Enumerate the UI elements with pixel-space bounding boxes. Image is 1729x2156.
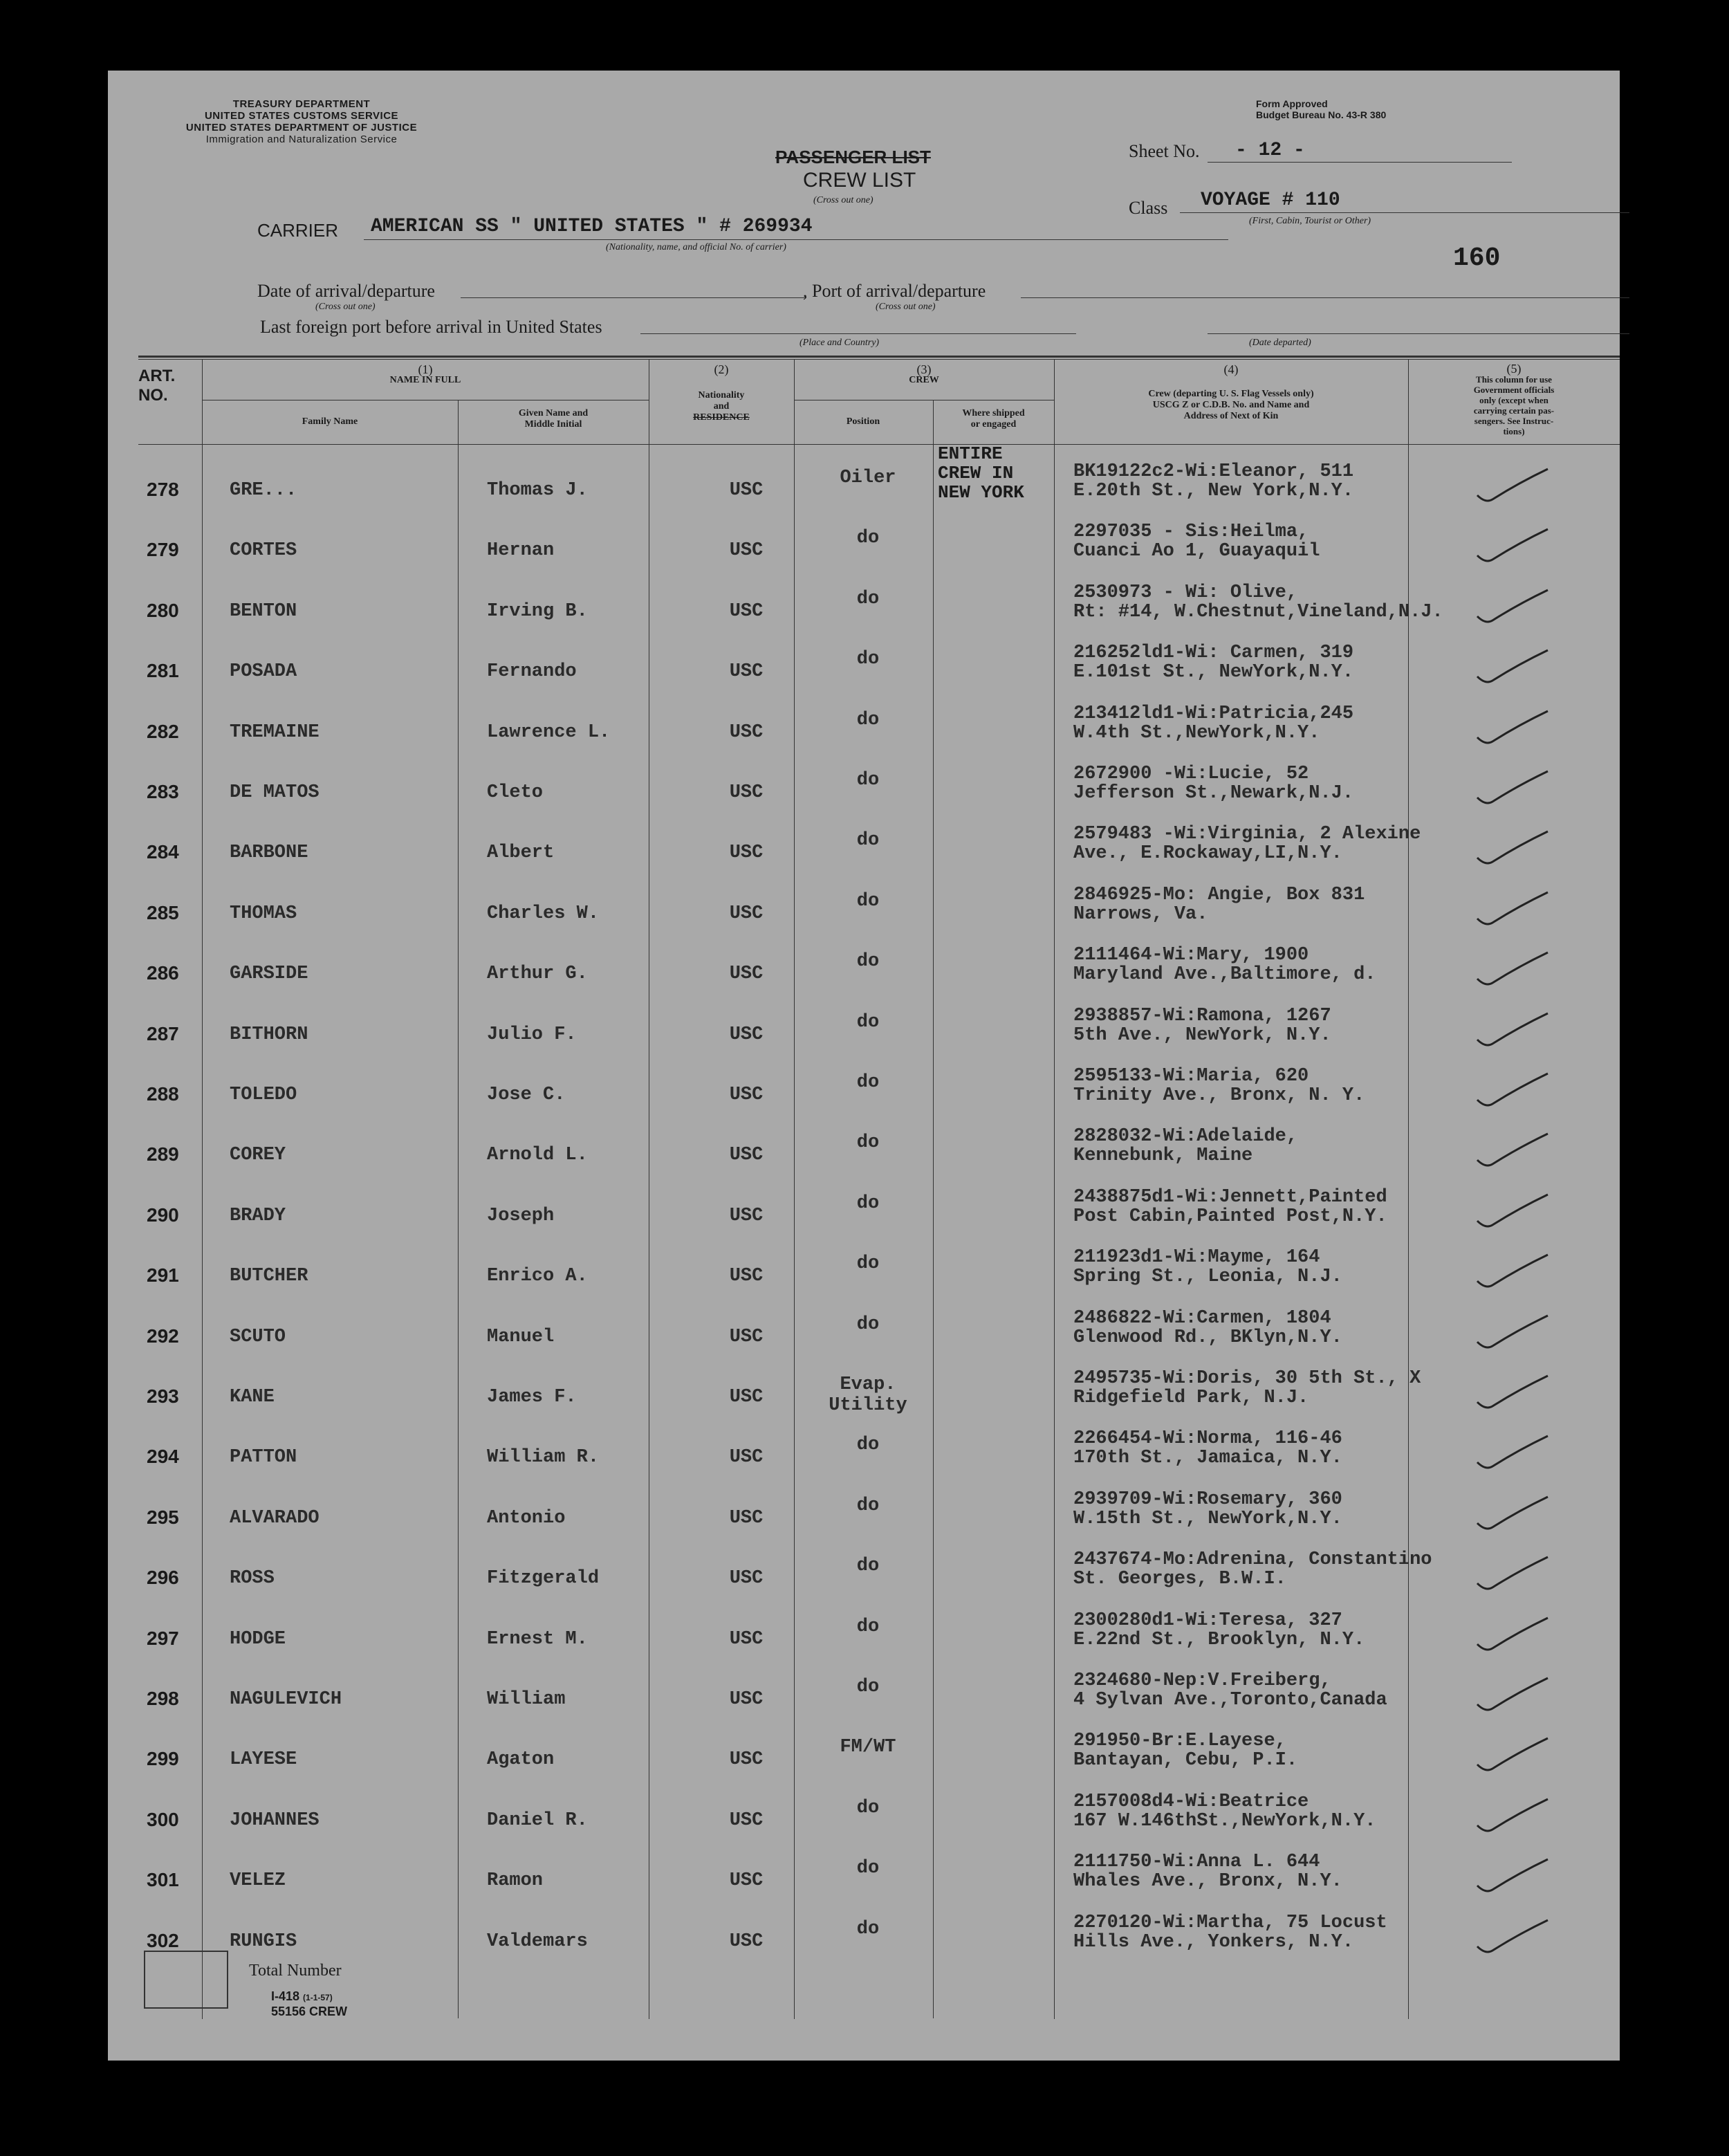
nationality: USC	[729, 1507, 764, 1529]
check-mark-icon	[1470, 767, 1553, 809]
nationality: USC	[729, 1024, 764, 1045]
next-of-kin-address: 2579483 -Wi:Virginia, 2 Alexine Ave., E.Rockaway,LI,N.Y.	[1073, 824, 1421, 865]
form-id-number: I-418	[271, 1989, 300, 2003]
next-of-kin-address: 2300280d1-Wi:Teresa, 327 E.22nd St., Brooklyn, N.Y.	[1073, 1610, 1365, 1650]
art-number: 302	[147, 1929, 179, 1951]
art-no-header	[138, 367, 201, 405]
art-number: 290	[147, 1204, 179, 1226]
form-approved-line: Form Approved	[1256, 98, 1328, 109]
col5-line: only (except when	[1479, 395, 1548, 405]
total-number-label: Total Number	[249, 1962, 342, 1980]
nationality: USC	[729, 782, 764, 803]
position-header: Position	[846, 416, 880, 427]
crew-header: CREW	[909, 375, 939, 385]
position: do	[856, 588, 880, 609]
nationality: USC	[729, 480, 764, 501]
col4-line: Address of Next of Kin	[1183, 411, 1279, 421]
col5-line: carrying certain pas-	[1473, 405, 1555, 416]
nationality: USC	[729, 1749, 764, 1771]
position: Oiler	[840, 468, 896, 488]
next-of-kin-address: 2672900 -Wi:Lucie, 52 Jefferson St.,Newark,N.J.	[1073, 764, 1354, 804]
date-departed-note: (Date departed)	[1249, 338, 1311, 348]
family-name: PATTON	[230, 1447, 297, 1468]
table-row	[108, 1664, 1620, 1725]
family-name: TREMAINE	[230, 721, 320, 743]
check-mark-icon	[1470, 948, 1553, 990]
form-date: (1-1-57)	[303, 1993, 333, 2002]
check-mark-icon	[1470, 1432, 1553, 1473]
given-name: Enrico A.	[487, 1266, 588, 1287]
art-number: 291	[147, 1264, 179, 1287]
next-of-kin-address: 2530973 - Wi: Olive, Rt: #14, W.Chestnut,Vineland,N.J.	[1073, 582, 1443, 623]
check-mark-icon	[1470, 525, 1553, 566]
col4-header	[1054, 364, 1408, 422]
family-name: SCUTO	[230, 1326, 286, 1347]
next-of-kin-address: 2324680-Nep:V.Freiberg, 4 Sylvan Ave.,Toronto,Canada	[1073, 1670, 1387, 1711]
next-of-kin-address: 213412ld1-Wi:Patricia,245 W.4th St.,NewYork,N.Y.	[1073, 703, 1354, 744]
position: do	[856, 1072, 880, 1093]
family-name: BRADY	[230, 1205, 286, 1226]
table-row	[108, 1060, 1620, 1121]
next-of-kin-address: 2111750-Wi:Anna L. 644 Whales Ave., Bronx, N.Y.	[1073, 1852, 1342, 1892]
nationality: USC	[729, 1568, 764, 1590]
check-mark-icon	[1470, 827, 1553, 869]
given-name: Daniel R.	[487, 1809, 588, 1831]
agency-line: UNITED STATES CUSTOMS SERVICE	[204, 110, 399, 122]
given-name: Fernando	[487, 661, 577, 683]
next-of-kin-address: 2828032-Wi:Adelaide, Kennebunk, Maine	[1073, 1126, 1298, 1167]
table-row	[108, 999, 1620, 1060]
family-name: RUNGIS	[230, 1931, 297, 1952]
col5-line: sengers. See Instruc-	[1474, 416, 1554, 426]
agency-line: TREASURY DEPARTMENT	[232, 98, 371, 110]
nationality: USC	[729, 1870, 764, 1892]
agency-line: UNITED STATES DEPARTMENT OF JUSTICE	[185, 122, 418, 133]
given-name: Agaton	[487, 1749, 555, 1771]
check-mark-icon	[1470, 465, 1553, 506]
agency-line: Immigration and Naturalization Service	[205, 133, 398, 145]
position: do	[856, 1858, 880, 1879]
next-of-kin-address: 2495735-Wi:Doris, 30 5th St., X Ridgefield Park, N.J.	[1073, 1368, 1421, 1408]
art-number: 279	[147, 539, 179, 561]
check-mark-icon	[1470, 888, 1553, 930]
nationality: USC	[729, 540, 764, 562]
family-name: THOMAS	[230, 903, 297, 924]
position: do	[856, 830, 880, 851]
family-name: BITHORN	[230, 1024, 308, 1045]
given-name: Manuel	[487, 1326, 555, 1347]
family-name: ROSS	[230, 1568, 275, 1590]
given-name: Arthur G.	[487, 964, 588, 985]
table-row	[108, 1543, 1620, 1604]
given-name: Irving B.	[487, 600, 588, 622]
art-number: 294	[147, 1446, 179, 1468]
nationality-line: Nationality	[698, 390, 745, 400]
table-row	[108, 1906, 1620, 1967]
class-value: VOYAGE # 110	[1201, 190, 1340, 211]
check-mark-icon	[1470, 1009, 1553, 1051]
next-of-kin-address: 2297035 - Sis:Heilma, Cuanci Ao 1, Guayaquil	[1073, 522, 1320, 562]
title-note: (Cross out one)	[813, 195, 873, 205]
col5-line: This column for use	[1476, 374, 1552, 385]
col3-header	[794, 364, 1054, 386]
table-row	[108, 1845, 1620, 1906]
given-name: Jose C.	[487, 1085, 566, 1105]
family-name: GRE...	[230, 480, 297, 501]
nationality: USC	[729, 842, 764, 864]
family-name: JOHANNES	[230, 1809, 320, 1831]
nationality: USC	[729, 1447, 764, 1468]
family-name: VELEZ	[230, 1870, 286, 1892]
art-number: 283	[147, 781, 179, 802]
where-shipped-line: NEW YORK	[938, 482, 1024, 503]
art-number: 281	[147, 660, 179, 682]
family-name: CORTES	[230, 540, 297, 562]
position: Evap. Utility	[829, 1374, 907, 1416]
position: do	[856, 1253, 880, 1275]
or-engaged-line: or engaged	[970, 419, 1017, 430]
position: do	[856, 649, 880, 670]
next-of-kin-address: 2486822-Wi:Carmen, 1804 Glenwood Rd., BKlyn,N.Y.	[1073, 1307, 1342, 1348]
check-mark-icon	[1470, 1855, 1553, 1897]
table-row	[108, 939, 1620, 999]
given-name: Ernest M.	[487, 1628, 588, 1650]
check-mark-icon	[1470, 1069, 1553, 1111]
given-name: Hernan	[487, 540, 555, 562]
check-mark-icon	[1470, 586, 1553, 627]
family-name: NAGULEVICH	[230, 1689, 342, 1710]
col4-line: Crew (departing U. S. Flag Vessels only)	[1148, 389, 1314, 399]
family-name: DE MATOS	[230, 782, 320, 803]
place-note: (Place and Country)	[799, 338, 880, 348]
nationality: USC	[729, 1689, 764, 1710]
family-name: HODGE	[230, 1628, 286, 1650]
agency-block	[149, 98, 454, 145]
family-name: ALVARADO	[230, 1507, 320, 1529]
where-shipped-header	[933, 408, 1054, 430]
position: do	[856, 1677, 880, 1697]
form-approved	[1256, 98, 1386, 120]
position: do	[856, 1918, 880, 1940]
family-name: LAYESE	[230, 1749, 297, 1771]
residence-struck: RESIDENCE	[693, 412, 750, 423]
title-struck: PASSENGER LIST	[775, 147, 931, 167]
col4-line: USCG Z or C.D.B. No. and Name and	[1152, 400, 1310, 410]
check-mark-icon	[1470, 1674, 1553, 1715]
where-shipped-line: ENTIRE	[938, 443, 1003, 464]
table-row	[108, 697, 1620, 758]
carrier-label: CARRIER	[257, 220, 339, 241]
given-name: Valdemars	[487, 1931, 588, 1952]
col5-line: tions)	[1503, 426, 1525, 436]
class-label: Class	[1129, 198, 1168, 218]
art-number: 300	[147, 1808, 179, 1830]
nationality: USC	[729, 1809, 764, 1831]
table-row	[108, 576, 1620, 637]
next-of-kin-address: 2938857-Wi:Ramona, 1267 5th Ave., NewYork, N.Y.	[1073, 1005, 1331, 1046]
art-number: 298	[147, 1688, 179, 1709]
given-name: William	[487, 1689, 566, 1710]
carrier-value: AMERICAN SS " UNITED STATES " # 269934	[371, 216, 813, 237]
given-name: Fitzgerald	[487, 1568, 600, 1590]
family-name: GARSIDE	[230, 964, 308, 985]
family-name: BUTCHER	[230, 1266, 308, 1287]
nationality: USC	[729, 1628, 764, 1650]
date-note: (Cross out one)	[315, 302, 376, 312]
check-mark-icon	[1470, 1493, 1553, 1534]
position: do	[856, 1616, 880, 1637]
check-mark-icon	[1470, 1734, 1553, 1776]
given-name: William R.	[487, 1447, 600, 1468]
art-number: 301	[147, 1869, 179, 1891]
given-name: Charles W.	[487, 903, 600, 924]
check-mark-icon	[1470, 1916, 1553, 1957]
where-shipped-line: CREW IN	[938, 463, 1014, 483]
col2-header	[649, 364, 794, 423]
art-number: 286	[147, 962, 179, 984]
table-row	[108, 455, 1620, 516]
table-row	[108, 515, 1620, 576]
check-mark-icon	[1470, 707, 1553, 748]
next-of-kin-address: 2266454-Wi:Norma, 116-46 170th St., Jamaica, N.Y.	[1073, 1428, 1342, 1469]
table-row	[108, 1241, 1620, 1302]
nationality: USC	[729, 661, 764, 683]
next-of-kin-address: 2270120-Wi:Martha, 75 Locust Hills Ave., Yonkers, N.Y.	[1073, 1912, 1387, 1953]
art-number: 278	[147, 479, 179, 500]
check-mark-icon	[1470, 1553, 1553, 1594]
art-number: 287	[147, 1022, 179, 1044]
next-of-kin-address: 211923d1-Wi:Mayme, 164 Spring St., Leonia, N.J.	[1073, 1247, 1342, 1288]
nationality: USC	[729, 600, 764, 622]
table-row	[108, 1785, 1620, 1846]
table-row	[108, 818, 1620, 878]
position: do	[856, 1011, 880, 1033]
check-mark-icon	[1470, 1190, 1553, 1232]
position: do	[856, 1314, 880, 1335]
position: do	[856, 1556, 880, 1577]
table-row	[108, 1181, 1620, 1242]
table-row	[108, 757, 1620, 818]
table-row	[108, 1422, 1620, 1483]
col3-number: (3)	[916, 362, 932, 376]
table-row	[108, 1362, 1620, 1423]
check-mark-icon	[1470, 646, 1553, 688]
art-number: 295	[147, 1506, 179, 1528]
table-row	[108, 1483, 1620, 1544]
where-shipped-line: Where shipped	[962, 408, 1025, 418]
col1-title: NAME IN FULL	[389, 375, 461, 385]
given-name: Antonio	[487, 1507, 566, 1529]
family-name: BENTON	[230, 600, 297, 622]
next-of-kin-address: 2595133-Wi:Maria, 620 Trinity Ave., Bronx, N. Y.	[1073, 1066, 1365, 1106]
page-title: CREW LIST	[803, 169, 916, 192]
form-id	[271, 1989, 333, 2004]
given-name: Thomas J.	[487, 480, 588, 501]
page-number: 160	[1453, 243, 1501, 273]
last-port-label: Last foreign port before arrival in United States	[260, 317, 602, 337]
nationality: USC	[729, 964, 764, 985]
art-number: 288	[147, 1083, 179, 1105]
given-name: Cleto	[487, 782, 544, 803]
given-name: Ramon	[487, 1870, 544, 1892]
next-of-kin-address: 216252ld1-Wi: Carmen, 319 E.101st St., NewYork,N.Y.	[1073, 643, 1354, 683]
next-of-kin-address: 2437674-Mo:Adrenina, Constantino St. Georges, B.W.I.	[1073, 1549, 1432, 1590]
col1-header	[202, 364, 649, 386]
table-row	[108, 1604, 1620, 1665]
col2-number: (2)	[714, 362, 729, 376]
nationality: USC	[729, 721, 764, 743]
art-number: 296	[147, 1567, 179, 1589]
check-mark-icon	[1470, 1251, 1553, 1292]
budget-bureau-line: Budget Bureau No. 43-R 380	[1256, 109, 1387, 120]
given-name: Joseph	[487, 1205, 555, 1226]
given-name-line: Given Name and	[518, 408, 589, 418]
given-name-header	[458, 408, 649, 430]
art-number: 297	[147, 1627, 179, 1649]
art-number: 280	[147, 599, 179, 621]
table-row	[108, 878, 1620, 939]
given-name: Albert	[487, 842, 555, 864]
next-of-kin-address: 2111464-Wi:Mary, 1900 Maryland Ave.,Baltimore, d.	[1073, 945, 1376, 986]
port-label: , Port of arrival/departure	[803, 281, 986, 301]
nationality: USC	[729, 1387, 764, 1408]
given-name: Julio F.	[487, 1024, 577, 1045]
position: do	[856, 709, 880, 730]
class-note: (First, Cabin, Tourist or Other)	[1249, 216, 1371, 226]
position: do	[856, 1797, 880, 1818]
no-header-line: NO.	[138, 386, 168, 405]
nationality: USC	[729, 1931, 764, 1952]
next-of-kin-address: 2157008d4-Wi:Beatrice 167 W.146thSt.,NewYork,N.Y.	[1073, 1791, 1376, 1832]
art-number: 293	[147, 1385, 179, 1407]
nationality: USC	[729, 1205, 764, 1226]
sheet-value: - 12 -	[1235, 140, 1305, 161]
next-of-kin-address: BK19122c2-Wi:Eleanor, 511 E.20th St., New York,N.Y.	[1073, 461, 1354, 501]
and-line: and	[713, 401, 730, 412]
check-mark-icon	[1470, 1795, 1553, 1836]
next-of-kin-address: 2939709-Wi:Rosemary, 360 W.15th St., NewYork,N.Y.	[1073, 1489, 1342, 1529]
art-number: 285	[147, 901, 179, 923]
position: FM/WT	[840, 1737, 896, 1758]
nationality: USC	[729, 1145, 764, 1166]
sheet-label: Sheet No.	[1129, 141, 1200, 161]
table-row	[108, 636, 1620, 697]
table-row	[108, 1302, 1620, 1363]
art-number: 299	[147, 1748, 179, 1770]
position: do	[856, 951, 880, 973]
col1-number: (1)	[418, 362, 433, 376]
given-name: Lawrence L.	[487, 721, 611, 743]
col5-line: Government officials	[1473, 385, 1555, 395]
next-of-kin-address: 291950-Br:E.Layese, Bantayan, Cebu, P.I.	[1073, 1731, 1298, 1771]
family-name: TOLEDO	[230, 1085, 297, 1105]
position: do	[856, 770, 880, 791]
crew-list-sheet	[108, 71, 1620, 2061]
nationality: USC	[729, 903, 764, 924]
carrier-note: (Nationality, name, and official No. of carrier)	[606, 242, 786, 252]
col5-header	[1408, 364, 1620, 436]
given-name: Arnold L.	[487, 1145, 588, 1166]
position: do	[856, 890, 880, 912]
art-number: 289	[147, 1143, 179, 1165]
next-of-kin-address: 2846925-Mo: Angie, Box 831 Narrows, Va.	[1073, 884, 1365, 925]
family-name-header: Family Name	[302, 416, 358, 427]
art-number: 284	[147, 841, 179, 863]
nationality: USC	[729, 1085, 764, 1105]
nationality: USC	[729, 1266, 764, 1287]
port-note: (Cross out one)	[876, 302, 936, 312]
family-name: BARBONE	[230, 842, 308, 864]
table-row	[108, 1120, 1620, 1181]
check-mark-icon	[1470, 1130, 1553, 1171]
position: do	[856, 1495, 880, 1516]
check-mark-icon	[1470, 1311, 1553, 1353]
nationality: USC	[729, 1326, 764, 1347]
art-header-line: ART.	[138, 367, 176, 385]
check-mark-icon	[1470, 1372, 1553, 1413]
check-mark-icon	[1470, 1614, 1553, 1655]
col4-number: (4)	[1223, 362, 1239, 376]
art-number: 292	[147, 1325, 179, 1347]
position: do	[856, 1132, 880, 1154]
form-code: 55156 CREW	[271, 2005, 348, 2018]
family-name: POSADA	[230, 661, 297, 683]
family-name: COREY	[230, 1145, 286, 1166]
table-row	[108, 1724, 1620, 1785]
col5-number: (5)	[1506, 362, 1522, 376]
total-number-box	[144, 1951, 228, 2009]
next-of-kin-address: 2438875d1-Wi:Jennett,Painted Post Cabin,Painted Post,N.Y.	[1073, 1186, 1387, 1227]
family-name: KANE	[230, 1387, 275, 1408]
middle-initial-line: Middle Initial	[524, 419, 582, 430]
given-name: James F.	[487, 1387, 577, 1408]
position: do	[856, 1192, 880, 1214]
date-label: Date of arrival/departure	[257, 281, 435, 301]
position: do	[856, 528, 880, 549]
position: do	[856, 1435, 880, 1456]
art-number: 282	[147, 720, 179, 742]
